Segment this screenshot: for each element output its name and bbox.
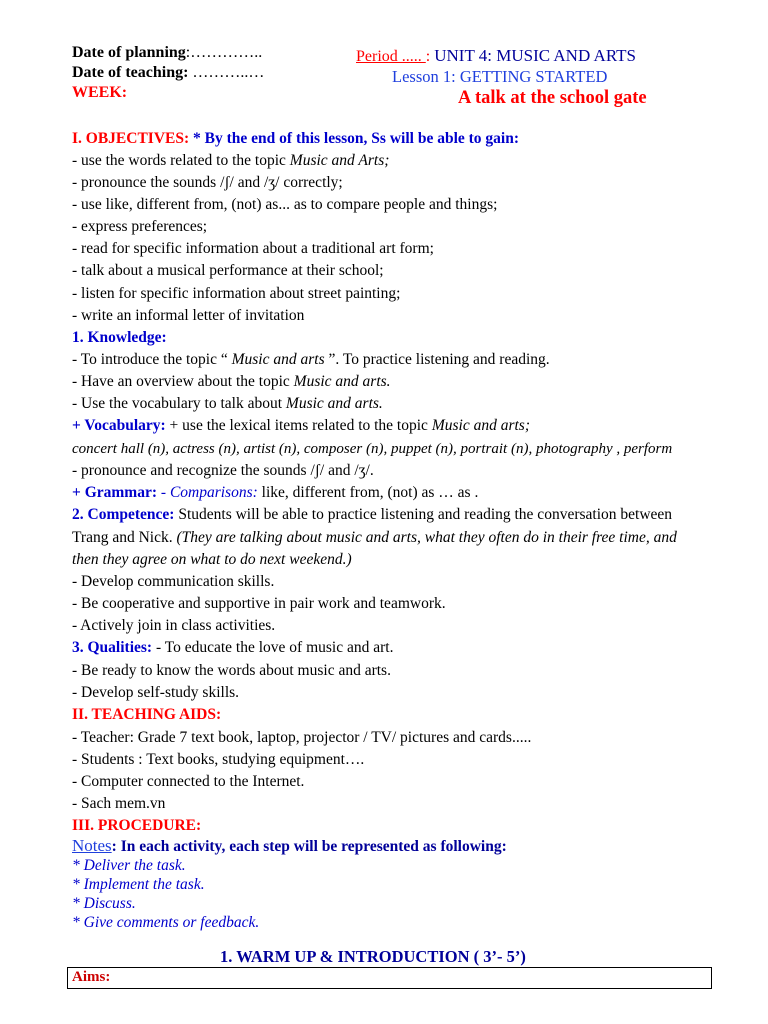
competence-item: - Be cooperative and supportive in pair work and teamwork. <box>72 595 446 612</box>
objective-italic: Music and Arts; <box>289 152 390 169</box>
objective-text: - use the words related to the topic <box>72 152 290 169</box>
knowledge-line <box>72 350 550 370</box>
qualities-item: - Develop self-study skills. <box>72 684 240 701</box>
date-teaching-label: Date of teaching: <box>72 64 189 81</box>
period-label: Period ..... <box>356 48 426 65</box>
vocabulary-label: + Vocabulary: <box>72 417 166 434</box>
knowledge-text: ”. To practice listening and reading. <box>324 351 550 368</box>
competence-line: then they agree on what to do next weekend.) <box>72 551 352 568</box>
lesson-title: Lesson 1: GETTING STARTED <box>392 67 608 86</box>
date-teaching-value: ………..… <box>188 64 265 81</box>
talk-title: A talk at the school gate <box>458 88 647 108</box>
knowledge-heading: 1. Knowledge: <box>72 329 167 346</box>
knowledge-italic: Music and arts <box>231 351 325 368</box>
knowledge-italic: Music and arts. <box>293 373 391 390</box>
procedure-step: * Implement the task. <box>72 876 205 893</box>
competence-italic: (They are talking about music and arts, what they often do in their free time, and <box>176 529 677 546</box>
notes-text: : In each activity, each step will be represented as following: <box>111 838 507 855</box>
knowledge-text: - Use the vocabulary to talk about <box>72 395 286 412</box>
procedure-step: * Give comments or feedback. <box>72 914 260 931</box>
procedure-heading: III. PROCEDURE: <box>72 817 202 834</box>
unit-title: UNIT 4: MUSIC AND ARTS <box>434 46 636 65</box>
competence-text: Students will be able to practice listening and reading the conversation between <box>174 506 673 523</box>
objective-item: - talk about a musical performance at their school; <box>72 262 384 279</box>
teaching-aid-item: - Computer connected to the Internet. <box>72 773 305 790</box>
grammar-line <box>72 483 478 503</box>
knowledge-text: - To introduce the topic “ <box>72 351 232 368</box>
objectives-title: I. OBJECTIVES: <box>72 130 190 147</box>
teaching-aid-item: - Sach mem.vn <box>72 795 166 812</box>
date-of-planning <box>72 44 262 62</box>
qualities-item: - Be ready to know the words about music and arts. <box>72 662 391 679</box>
competence-item: - Develop communication skills. <box>72 573 275 590</box>
vocabulary-line <box>72 416 530 436</box>
grammar-label: + Grammar: <box>72 484 158 501</box>
teaching-aids-heading: II. TEACHING AIDS: <box>72 706 222 723</box>
week-label: WEEK: <box>72 84 128 101</box>
objectives-heading <box>72 129 519 149</box>
teaching-aid-item: - Students : Text books, studying equipment…. <box>72 751 365 768</box>
aims-label: Aims: <box>72 969 111 985</box>
qualities-text: - To educate the love of music and art. <box>152 639 394 656</box>
objective-item: - use like, different from, (not) as... as to compare people and things; <box>72 196 498 213</box>
objective-item <box>72 151 389 171</box>
competence-line <box>72 505 672 525</box>
procedure-step: * Discuss. <box>72 895 136 912</box>
competence-heading: 2. Competence: <box>72 506 175 523</box>
vocabulary-italic: Music and arts; <box>431 417 530 434</box>
competence-line <box>72 528 677 548</box>
objective-item: - listen for specific information about street painting; <box>72 285 401 302</box>
knowledge-line <box>72 372 391 392</box>
warmup-title: 1. WARM UP & INTRODUCTION ( 3’- 5’) <box>220 947 526 966</box>
teaching-aid-item: - Teacher: Grade 7 text book, laptop, projector / TV/ pictures and cards..... <box>72 729 532 746</box>
grammar-dash: - <box>157 484 170 501</box>
competence-text: Trang and Nick. <box>72 529 177 546</box>
aims-box <box>67 967 712 989</box>
procedure-step: * Deliver the task. <box>72 857 186 874</box>
objective-item: - express preferences; <box>72 218 208 235</box>
date-of-teaching <box>72 64 264 82</box>
objective-item: - write an informal letter of invitation <box>72 307 305 324</box>
vocabulary-text: + use the lexical items related to the topic <box>165 417 432 434</box>
grammar-italic: Comparisons: <box>169 484 258 501</box>
pronounce-line: - pronounce and recognize the sounds /ʃ/ and /ʒ/. <box>72 462 374 479</box>
date-planning-value: :………….. <box>185 44 263 61</box>
period-colon: : <box>425 48 435 65</box>
knowledge-text: - Have an overview about the topic <box>72 373 294 390</box>
qualities-line <box>72 638 393 658</box>
competence-item: - Actively join in class activities. <box>72 617 276 634</box>
knowledge-line <box>72 394 383 414</box>
date-planning-label: Date of planning <box>72 44 186 61</box>
objectives-intro: * By the end of this lesson, Ss will be able to gain: <box>189 130 520 147</box>
grammar-text: like, different from, (not) as … as . <box>257 484 479 501</box>
notes-label: Notes <box>72 836 112 855</box>
period-unit-line <box>356 46 636 66</box>
knowledge-italic: Music and arts. <box>285 395 383 412</box>
objective-item: - read for specific information about a traditional art form; <box>72 240 434 257</box>
notes-line <box>72 836 507 857</box>
objective-item: - pronounce the sounds /ʃ/ and /ʒ/ correctly; <box>72 174 343 191</box>
vocabulary-words: concert hall (n), actress (n), artist (n), composer (n), puppet (n), portrait (n), photography , perform <box>72 441 673 457</box>
qualities-heading: 3. Qualities: <box>72 639 153 656</box>
